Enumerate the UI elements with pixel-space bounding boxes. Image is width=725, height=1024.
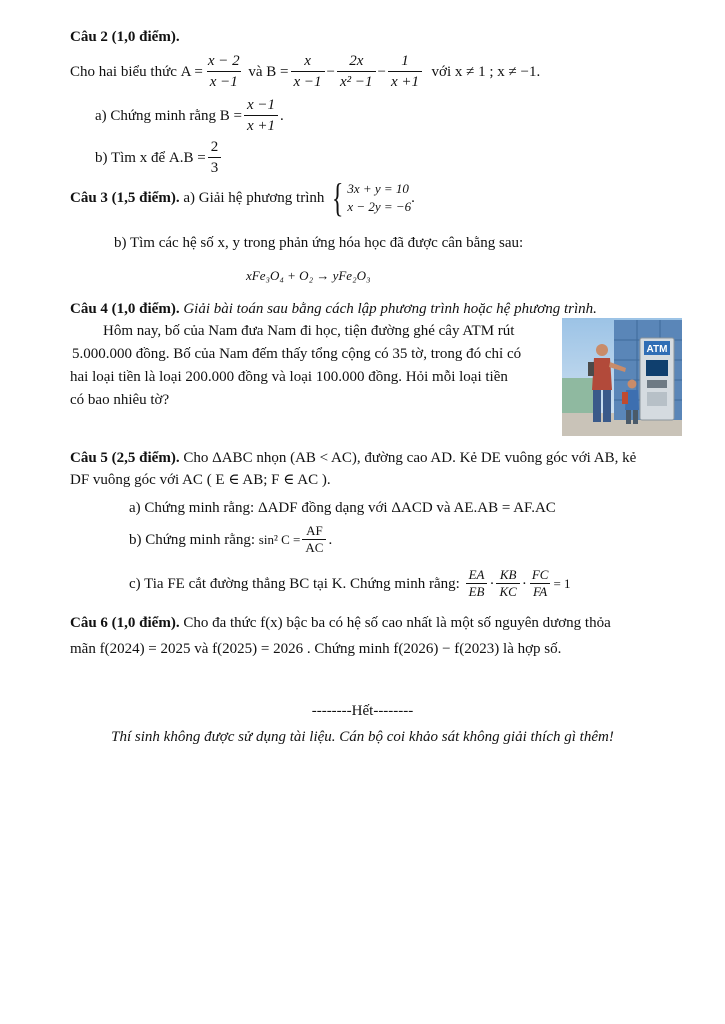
q2-B-term2 xyxy=(337,52,376,91)
q2-expressions xyxy=(70,52,540,91)
q2-B-term3 xyxy=(388,52,422,91)
q2-B-t3-den: x +1 xyxy=(388,71,422,91)
q2-A-label: A = xyxy=(180,63,203,80)
q5-c-f3-num: FC xyxy=(531,567,549,582)
q4-heading xyxy=(70,298,597,320)
q3-a-text: a) Giải hệ phương trình xyxy=(183,190,325,206)
q2-A-num: x − 2 xyxy=(207,53,240,69)
q2-part-a xyxy=(95,96,284,135)
q3-line xyxy=(70,175,415,220)
q4-title: Câu 4 (1,0 điểm). xyxy=(70,301,180,317)
q4-line1: Hôm nay, bố của Nam đưa Nam đi học, tiện đường ghé cây ATM rút xyxy=(103,323,515,339)
q2-and: và xyxy=(248,63,263,80)
q4-line2: 5.000.000 đồng. Bố của Nam đếm thấy tổng cộng có 35 tờ, trong đó chỉ có xyxy=(72,346,522,362)
q5-part-c xyxy=(129,568,571,599)
q2-condition: với x ≠ 1 ; x ≠ −1. xyxy=(431,63,541,80)
q2-B-t2-den: x² −1 xyxy=(337,71,376,91)
q3-eq1: 3x + y = 10 xyxy=(347,181,409,196)
q4-instruction: Giải bài toán sau bằng cách lập phương trình hoặc hệ phương trình. xyxy=(183,301,597,317)
q5-c-f3-den: FA xyxy=(530,583,550,599)
q2-minus-2: − xyxy=(377,63,387,80)
q2-intro: Cho hai biểu thức xyxy=(70,63,177,80)
q3-system xyxy=(328,175,412,220)
q3-reaction: xFe₃O₄ + O₂ → yFe₂O₃ xyxy=(246,268,371,283)
q5-c-frac-fc-fa xyxy=(529,568,552,599)
q2-B-label: B = xyxy=(266,63,289,80)
q5-line1 xyxy=(70,447,636,469)
q2-a-fraction xyxy=(244,96,278,135)
q2-B-t2-num: 2x xyxy=(349,53,364,69)
q5-c-frac-ea-eb xyxy=(466,568,488,599)
atm-illustration xyxy=(562,318,682,436)
q5-c-text: c) Tia FE cắt đường thẳng BC tại K. Chứng minh rằng: xyxy=(129,575,460,592)
q5-c-dot-1: · xyxy=(489,575,495,592)
q2-a-dot: . xyxy=(280,107,284,124)
atm-sign: ATM xyxy=(646,344,668,355)
q5-c-f2-num: KB xyxy=(499,567,517,582)
q2-b-num: 2 xyxy=(210,139,219,155)
q5-b-text: b) Chứng minh rằng: xyxy=(129,531,256,548)
q5-c-eq: = 1 xyxy=(553,575,571,591)
q4-line4: có bao nhiêu tờ? xyxy=(70,392,170,408)
q2-B-t3-num: 1 xyxy=(401,53,409,69)
q6-line1-text: Cho đa thức f(x) bậc ba có hệ số cao nhất là một số nguyên dương thỏa xyxy=(183,615,611,631)
q2-part-b xyxy=(95,138,223,177)
q5-b-den: AC xyxy=(302,539,326,555)
q5-line1-text: Cho ΔABC nhọn (AB < AC), đường cao AD. Kẻ DE vuông góc với AB, kẻ xyxy=(183,450,637,466)
q2-A-den: x −1 xyxy=(207,71,241,91)
q5-part-b xyxy=(129,524,332,555)
q2-A-fraction xyxy=(205,52,243,91)
q2-b-text: b) Tìm x để xyxy=(95,149,166,166)
q2-b-AB: A.B = xyxy=(168,149,206,166)
q5-b-num: AF xyxy=(306,523,323,538)
q2-a-num: x −1 xyxy=(247,97,276,113)
q6-line1 xyxy=(70,612,611,634)
q5-c-dot-2: · xyxy=(521,575,527,592)
q5-part-a: a) Chứng minh rằng: ΔADF đồng dạng với ΔACD và AE.AB = AF.AC xyxy=(129,500,556,516)
q2-title: Câu 2 (1,0 điểm). xyxy=(70,29,180,45)
brace-icon: { xyxy=(331,175,344,220)
q2-b-den: 3 xyxy=(208,157,222,177)
q3-b-text: b) Tìm các hệ số x, y trong phản ứng hóa học đã được cân bằng sau: xyxy=(114,235,524,251)
q5-c-f1-num: EA xyxy=(468,567,485,582)
footer-note: Thí sinh không được sử dụng tài liệu. Cán bộ coi khảo sát không giải thích gì thêm! xyxy=(111,729,614,745)
q2-a-text: a) Chứng minh rằng xyxy=(95,107,217,124)
q3-eq2: x − 2y = −6 xyxy=(347,199,412,214)
q2-B-t1-num: x xyxy=(304,53,311,69)
q6-title: Câu 6 (1,0 điểm). xyxy=(70,615,180,631)
q5-title: Câu 5 (2,5 điểm). xyxy=(70,450,180,466)
q5-b-sin: sin² C = xyxy=(258,531,301,547)
end-marker: --------Hết-------- xyxy=(311,703,414,719)
q2-minus-1: − xyxy=(326,63,336,80)
q2-b-fraction xyxy=(208,138,222,177)
q4-line3: hai loại tiền là loại 200.000 đồng và loại 100.000 đồng. Hỏi mỗi loại tiền xyxy=(70,369,508,385)
q5-b-fraction xyxy=(302,524,326,555)
q6-line2: mãn f(2024) = 2025 và f(2025) = 2026 . Chứng minh f(2026) − f(2023) là hợp số. xyxy=(70,641,562,657)
q3-title: Câu 3 (1,5 điểm). xyxy=(70,190,180,206)
q5-c-f1-den: EB xyxy=(466,583,488,599)
q5-b-dot: . xyxy=(328,531,333,548)
q5-c-f2-den: KC xyxy=(496,583,519,599)
q2-B-term1 xyxy=(291,52,325,91)
q5-line2: DF vuông góc với AC ( E ∈ AB; F ∈ AC ). xyxy=(70,472,331,488)
q2-a-B: B = xyxy=(219,107,242,124)
q2-B-t1-den: x −1 xyxy=(291,71,325,91)
q3-dot: . xyxy=(411,190,415,206)
q5-c-frac-kb-kc xyxy=(496,568,519,599)
q2-a-den: x +1 xyxy=(244,115,278,135)
